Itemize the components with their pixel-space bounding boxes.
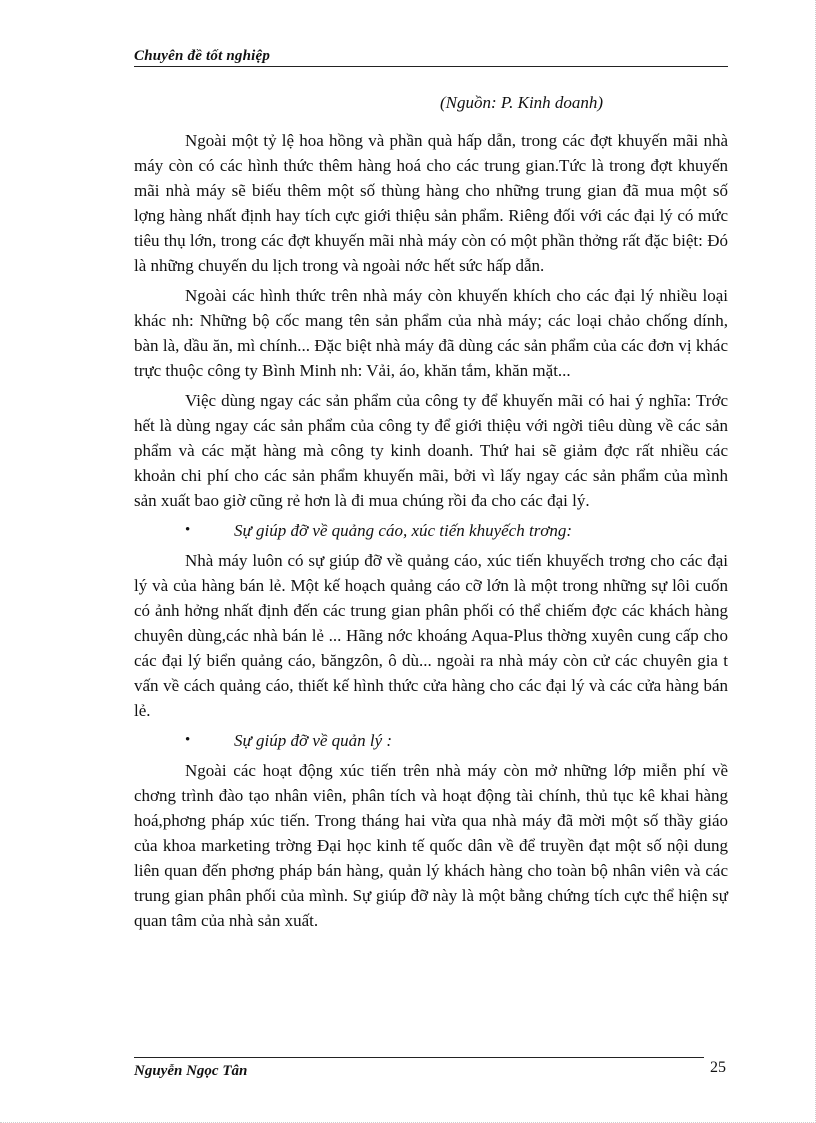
header-title: Chuyên đề tốt nghiệp bbox=[134, 48, 271, 64]
paragraph: Ngoài các hình thức trên nhà máy còn khuyến khích cho các đại lý nhiều loại khác nh: Những bộ cốc mang tên sản phẩm của nhà máy; các loại chảo chống dính, bàn là, dầu ăn, mì chính... Đặc biệt nhà máy đã dùng các sản phẩm của các đơn vị khác trực thuộc công ty Bình Minh nh: Vải, áo, khăn tắm, khăn mặt... bbox=[134, 286, 728, 380]
footer-rule bbox=[134, 1057, 704, 1058]
bullet-icon: • bbox=[185, 732, 191, 748]
bullet-heading-text: Sự giúp đỡ về quản lý : bbox=[234, 731, 393, 750]
bullet-heading-advertising bbox=[134, 518, 728, 543]
paragraph: Ngoài một tỷ lệ hoa hồng và phần quà hấp dẫn, trong các đợt khuyến mãi nhà máy còn có các hình thức thêm hàng hoá cho các trung gian.Tức là trong đợt khuyến mãi nhà máy sẽ biếu thêm một số thùng hàng cho những trung gian đã mua một số lợng hàng nhất định hay tích cực giới thiệu sản phẩm. Riêng đối với các đại lý có mức tiêu thụ lớn, trong các đợt khuyến mãi nhà máy còn có một phần thởng rất đặc biệt: Đó là những chuyến du lịch trong và ngoài nớc hết sức hấp dẫn. bbox=[134, 131, 728, 275]
paragraph: Ngoài các hoạt động xúc tiến trên nhà máy còn mở những lớp miễn phí về chơng trình đào tạo nhân viên, phân tích và hoạt động tài chính, thủ tục kê khai hàng hoá,phơng pháp xúc tiến. Trong tháng hai vừa qua nhà máy đã mời một số thầy giáo của khoa marketing trờng Đại học kinh tế quốc dân về để truyền đạt một số nội dung liên quan đến phơng pháp bán hàng, quản lý khách hàng cho toàn bộ nhân viên và các trung gian phân phối của mình. Sự giúp đỡ này là một bằng chứng tích cực thể hiện sự quan tâm của nhà sản xuất. bbox=[134, 761, 728, 930]
header-rule bbox=[134, 66, 728, 67]
bullet-icon: • bbox=[185, 522, 191, 538]
footer-author: Nguyễn Ngọc Tân bbox=[134, 1063, 248, 1079]
paragraph: Việc dùng ngay các sản phẩm của công ty để khuyến mãi có hai ý nghĩa: Trớc hết là dùng ngay các sản phẩm của công ty để giới thiệu với ngời tiêu dùng về các sản phẩm và các mặt hàng mà công ty kinh doanh. Thứ hai sẽ giảm đợc rất nhiều các khoản chi phí cho các sản phẩm khuyến mãi, bởi vì lấy ngay các sản phẩm của mình sản xuất bao giờ cũng rẻ hơn là đi mua chúng rồi đa cho các đại lý. bbox=[134, 391, 728, 510]
bullet-heading-management bbox=[134, 728, 728, 753]
body-text bbox=[134, 128, 728, 938]
source-note: (Nguồn: P. Kinh doanh) bbox=[440, 93, 604, 112]
page-number: 25 bbox=[710, 1059, 726, 1076]
bullet-heading-text: Sự giúp đỡ về quảng cáo, xúc tiến khuyếch trơng: bbox=[234, 521, 573, 540]
paragraph: Nhà máy luôn có sự giúp đỡ về quảng cáo, xúc tiến khuyếch trơng cho các đại lý và của hàng bán lẻ. Một kế hoạch quảng cáo cỡ lớn là một trong những sự lôi cuốn có ảnh hởng nhất định đến các trung gian phân phối có thể chiếm đợc các khách hàng chuyên dùng,các nhà bán lẻ ... Hãng nớc khoáng Aqua-Plus thờng xuyên cung cấp cho các đại lý biển quảng cáo, băngzôn, ô dù... ngoài ra nhà máy còn cử các chuyên gia t vấn về cách quảng cáo, thiết kế hình thức cửa hàng cho các đại lý và các cửa hàng bán lẻ. bbox=[134, 551, 728, 720]
